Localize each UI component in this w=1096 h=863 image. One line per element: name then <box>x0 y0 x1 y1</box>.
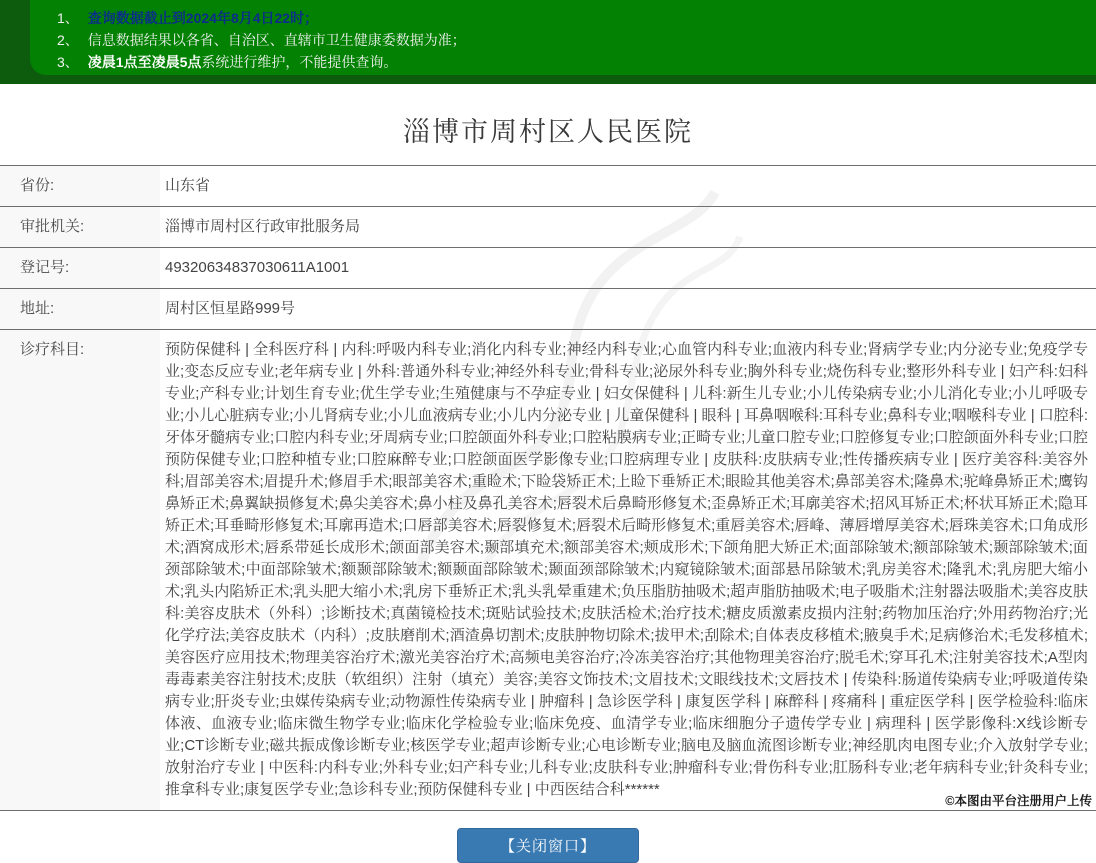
row-label: 诊疗科目: <box>0 330 160 810</box>
notice-line-2 <box>57 29 1086 51</box>
table-row-approval-authority <box>0 207 1096 248</box>
notice-panel <box>30 0 1096 75</box>
upload-stamp: ©本图由平台注册用户上传 <box>945 794 1092 808</box>
notice-text-highlight: 凌晨1点至凌晨5点 <box>87 54 202 70</box>
notice-number: 1、 <box>57 10 79 26</box>
notice-banner <box>0 0 1096 84</box>
row-label: 登记号: <box>0 248 160 288</box>
row-label: 审批机关: <box>0 207 160 247</box>
notice-line-1 <box>57 7 1086 29</box>
row-label: 省份: <box>0 166 160 206</box>
hospital-info-table <box>0 165 1096 811</box>
table-row-province <box>0 166 1096 207</box>
row-value: 周村区恒星路999号 <box>165 300 296 317</box>
table-row-medical-departments <box>0 330 1096 811</box>
table-row-address <box>0 289 1096 330</box>
footer-bar <box>0 828 1096 863</box>
page-title: 淄博市周村区人民医院 <box>403 117 693 147</box>
notice-text-highlight: 查询数据截止到2024年8月4日22时； <box>87 10 319 26</box>
table-row-registration-number <box>0 248 1096 289</box>
notice-number: 2、 <box>57 32 79 48</box>
notice-text: 信息数据结果以各省、自治区、直辖市卫生健康委数据为准； <box>87 32 466 48</box>
row-value: 淄博市周村区行政审批服务局 <box>165 218 361 235</box>
notice-number: 3、 <box>57 54 79 70</box>
row-label: 地址: <box>0 289 160 329</box>
close-window-button[interactable]: 【关闭窗口】 <box>457 828 639 863</box>
row-value: 预防保健科 | 全科医疗科 | 内科:呼吸内科专业;消化内科专业;神经内科专业;心血管内科专业;血液内科专业;肾病学专业;内分泌专业;免疫学专业;变态反应专业;老年病专业 | 外科:普通外科专业;神经外科专业;骨科专业;泌尿外科专业;胸外科专业;烧伤科专业;整形外科专业 | 妇产科:妇科专业;产科专业;计划生育专业;优生学专业;生殖健康与不孕症专业 | 妇女保健科 | 儿科:新生儿专业;小儿传染病专业;小儿消化专业;小儿呼吸专业;小儿心脏病专业;小儿肾病专业;小儿血液病专业;小儿内分泌专业 | 儿童保健科 | 眼科 | 耳鼻咽喉科:耳科专业;鼻科专业;咽喉科专业 | 口腔科:牙体牙髓病专业;口腔内科专业;牙周病专业;口腔颌面外科专业;口腔粘膜病专业;正畸专业;儿童口腔专业;口腔修复专业;口腔颌面外科专业;口腔预防保健专业;口腔种植专业;口腔麻醉专业;口腔颌面医学影像专业;口腔病理专业 | 皮肤科:皮肤病专业;性传播疾病专业 | 医疗美容科:美容外科;眉部美容术;眉提升术;修眉手术;眼部美容术;重睑术;下睑袋矫正术;上睑下垂矫正术;眼睑其他美容术;鼻部美容术;隆鼻术;驼峰鼻矫正术;鹰钩鼻矫正术;鼻翼缺损修复术;鼻尖美容术;鼻小柱及鼻孔美容术;唇裂术后鼻畸形修复术;歪鼻矫正术;耳廓美容术;招风耳矫正术;杯状耳矫正术;隐耳矫正术;耳垂畸形修复术;耳廓再造术;口唇部美容术;唇裂修复术;唇裂术后畸形修复术;重唇美容术;唇峰、薄唇增厚美容术;唇珠美容术;口角成形术;酒窝成形术;唇系带延长成形术;颌面部美容术;颞部填充术;额部美容术;颊成形术;下颌角肥大矫正术;面部除皱术;额部除皱术;颞部除皱术;面颈部除皱术;中面部除皱术;额颞部除皱术;额颞面部除皱术;颞面颈部除皱术;内窥镜除皱术;面部悬吊除皱术;乳房美容术;隆乳术;乳房肥大缩小术;乳头内陷矫正术;乳头肥大缩小术;乳房下垂矫正术;乳头乳晕重建术;负压脂肪抽吸术;超声脂肪抽吸术;电子吸脂术;注射器法吸脂术;美容皮肤科:美容皮肤术（外科）;诊断技术;真菌镜检技术;斑贴试验技术;皮肤活检术;治疗技术;糖皮质激素皮损内注射;药物加压治疗;外用药物治疗;光化学疗法;美容皮肤术（内科）;皮肤磨削术;酒渣鼻切割术;皮肤肿物切除术;拔甲术;刮除术;自体表皮移植术;腋臭手术;足病修治术;毛发移植术;美容医疗应用技术;物理美容治疗术;激光美容治疗术;高频电美容治疗;冷冻美容治疗;其他物理美容治疗;脱毛术;穿耳孔术;注射美容技术;A型肉毒毒素美容注射技术;皮肤（软组织）注射（填充）美容;美容文饰技术;文眉技术;文眼线技术;文唇技术 | 传染科:肠道传染病专业;呼吸道传染病专业;肝炎专业;虫媒传染病专业;动物源性传染病专业 | 肿瘤科 | 急诊医学科 | 康复医学科 | 麻醉科 | 疼痛科 | 重症医学科 | 医学检验科:临床体液、血液专业;临床微生物学专业;临床化学检验专业;临床免疫、血清学专业;临床细胞分子遗传学专业 | 病理科 | 医学影像科:X线诊断专业;CT诊断专业;磁共振成像诊断专业;核医学专业;超声诊断专业;心电诊断专业;脑电及脑血流图诊断专业;神经肌肉电图专业;介入放射学专业;放射治疗专业 | 中医科:内科专业;外科专业;妇产科专业;儿科专业;皮肤科专业;肿瘤科专业;骨伤科专业;肛肠科专业;老年病科专业;针灸科专业;推拿科专业;康复医学专业;急诊科专业;预防保健科专业 | 中西医结合科****** <box>165 341 1088 798</box>
row-value: 山东省 <box>165 177 211 194</box>
row-value: 49320634837030611A1001 <box>165 259 350 276</box>
notice-text: 系统进行维护，不能提供查询。 <box>201 54 398 70</box>
notice-line-3 <box>57 51 1086 73</box>
